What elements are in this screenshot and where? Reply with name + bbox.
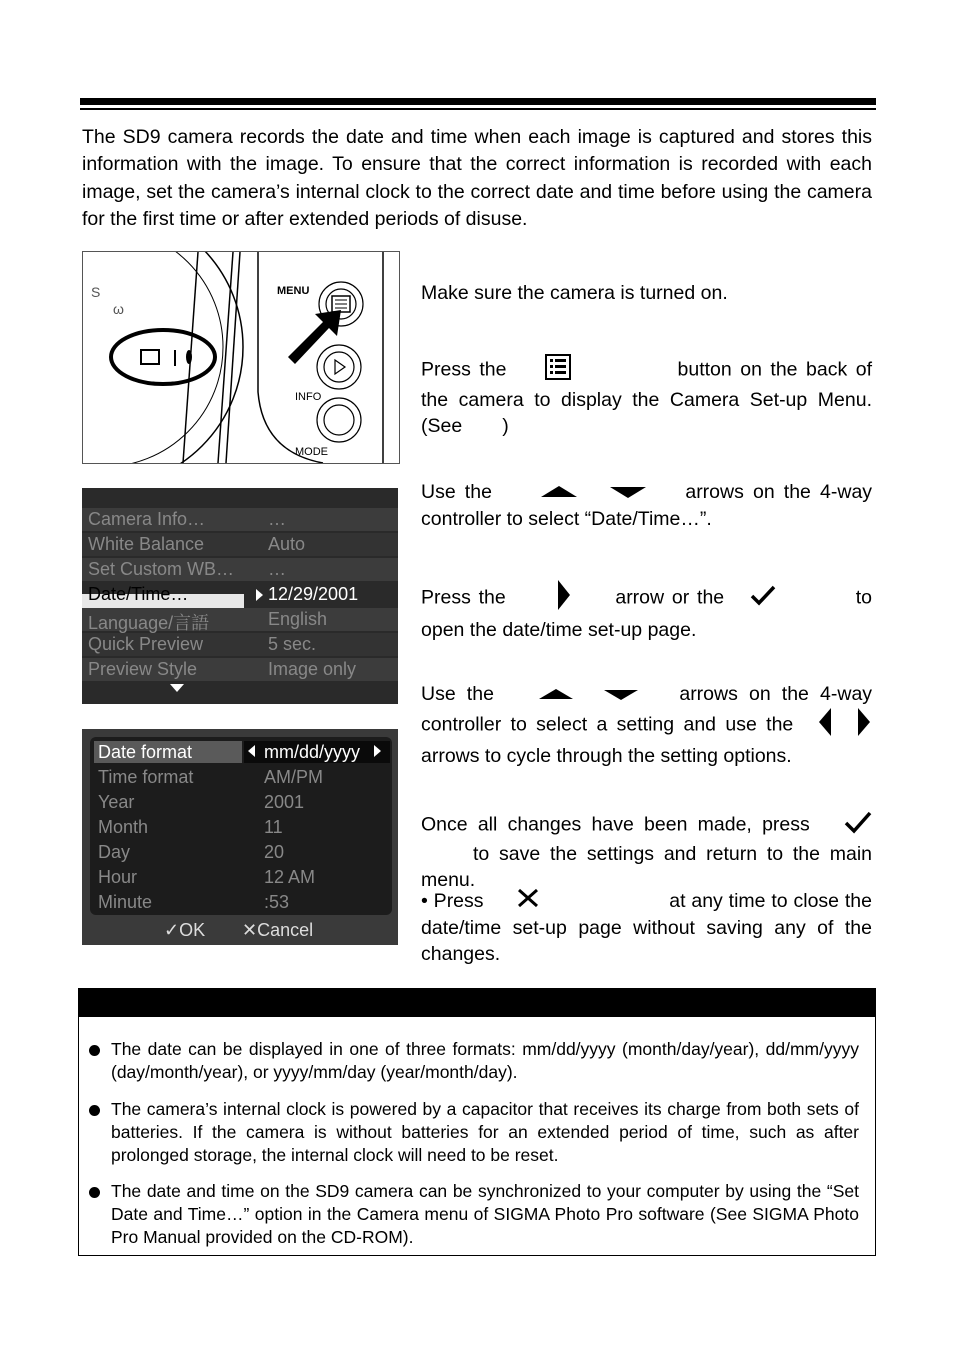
step-4: Press the arrow or the to open the date/time set-up page. [421, 580, 872, 643]
menu-row-label: Camera Info… [88, 509, 206, 529]
menu-row[interactable] [82, 533, 398, 556]
datetime-row[interactable] [82, 841, 398, 864]
menu-row[interactable] [82, 508, 398, 531]
scroll-down-icon [170, 684, 184, 692]
menu-row-value: 5 sec. [268, 634, 317, 654]
note-item: The date can be displayed in one of three formats: mm/dd/yyyy (month/day/year), dd/mm/yyyy (day/month/year), or yyyy/mm/day (year/month/day). [111, 1038, 859, 1084]
datetime-row-value: 12 AM [264, 867, 316, 887]
option-left-icon [248, 745, 255, 757]
menu-row[interactable] [82, 558, 398, 581]
datetime-row-value: AM/PM [264, 767, 324, 787]
menu-row-label: Set Custom WB… [88, 559, 235, 579]
option-right-icon [374, 745, 381, 757]
step-5: Use the arrows on the 4-way controller to select a setting and use the arrows to cycle through the setting options. [421, 683, 873, 767]
datetime-row-value: :53 [264, 892, 290, 912]
menu-row-value: Image only [268, 659, 357, 679]
svg-text:S: S [91, 284, 101, 300]
menu-row-value: … [268, 509, 286, 529]
step-2: Press the button on the back of the camera to display the Camera Set-up Menu. (See ) [421, 354, 872, 439]
datetime-row[interactable] [82, 866, 398, 889]
datetime-row-value: 11 [264, 817, 283, 837]
down-arrow-icon [610, 480, 646, 506]
datetime-row-label: Date format [98, 742, 193, 762]
menu-row[interactable] [82, 633, 398, 656]
datetime-row[interactable] [82, 791, 398, 814]
ok-check-icon: ✓ [164, 920, 180, 940]
header-rule-thin [80, 108, 876, 110]
menu-row-value: 12/29/2001 [268, 584, 359, 604]
datetime-row-label: Month [98, 817, 149, 837]
step-1: Make sure the camera is turned on. [421, 282, 728, 304]
mode-label: MODE [295, 446, 328, 458]
menu-row-label: White Balance [88, 534, 205, 554]
up-arrow-icon [541, 480, 577, 506]
menu-row[interactable] [82, 658, 398, 681]
menu-row-value: English [268, 609, 328, 629]
step-7: • Press at any time to close the date/time set-up page without saving any of the changes. [421, 890, 872, 966]
ok-hint: ✓OK [164, 920, 206, 940]
intro-paragraph: The SD9 camera records the date and time when each image is captured and stores this information with the image. To ensure that the correct information is recorded with each image, set the camera’s internal clock to the correct date and time before using the camera for the first time or after extended periods of disuse. [82, 126, 872, 230]
datetime-row-value: 20 [264, 842, 285, 862]
menu-row-label: Date/Time… [88, 584, 189, 604]
datetime-row-label: Hour [98, 867, 138, 887]
cancel-x-icon: ✕ [242, 920, 258, 940]
datetime-row-label: Minute [98, 892, 153, 912]
bullet-icon [89, 1187, 100, 1198]
step-3: Use the arrows on the 4-way controller to select “Date/Time…”. [421, 481, 873, 530]
datetime-row-value: mm/dd/yyyy [264, 742, 361, 762]
right-arrow-icon [556, 580, 572, 617]
menu-row-value: … [268, 559, 286, 579]
menu-row-label: Preview Style [88, 659, 198, 679]
right-arrow-icon [856, 708, 872, 743]
menu-icon [545, 354, 573, 387]
camera-drawing [83, 252, 399, 463]
cancel-hint: ✕Cancel [242, 920, 314, 940]
step-6: Once all changes have been made, press to save the settings and return to the main menu. [421, 810, 872, 893]
check-icon [844, 810, 872, 841]
info-label: INFO [295, 391, 322, 403]
check-icon [750, 584, 776, 613]
menu-row-value: Auto [268, 534, 306, 554]
camera-setup-menu-screen [82, 488, 398, 704]
datetime-row-label: Time format [98, 767, 194, 787]
datetime-row-value: 2001 [264, 792, 305, 812]
left-arrow-icon [817, 708, 833, 743]
menu-row-label: Language/言語 [88, 613, 210, 633]
datetime-row-label: Year [98, 792, 135, 812]
datetime-row[interactable] [82, 741, 398, 764]
datetime-row[interactable] [82, 816, 398, 839]
selected-arrow-icon [256, 589, 263, 601]
note-item: The camera’s internal clock is powered by a capacitor that receives its charge from both sets of batteries. If the camera is without batteries for an extended period of time, such as after prolonged storage, the internal clock will need to be reset. [111, 1098, 859, 1167]
datetime-row-label: Day [98, 842, 131, 862]
datetime-row[interactable] [82, 891, 398, 914]
bullet-icon [89, 1105, 100, 1116]
bullet-icon [89, 1045, 100, 1056]
menu-label: MENU [277, 285, 310, 297]
svg-text:ω: ω [113, 301, 124, 317]
menu-row-label: Quick Preview [88, 634, 204, 654]
note-item: The date and time on the SD9 camera can be synchronized to your computer by using the “Set Date and Time…” option in the Camera menu of SIGMA Photo Pro software (See SIGMA Photo Pro Manual provided on the CD-ROM). [111, 1180, 859, 1249]
header-rule-thick [80, 98, 876, 105]
cancel-x-icon [517, 888, 539, 915]
menu-row[interactable] [82, 583, 398, 606]
down-arrow-icon [604, 682, 638, 708]
datetime-row[interactable] [82, 766, 398, 789]
notes-box [78, 1017, 876, 1256]
menu-row[interactable] [82, 608, 398, 631]
camera-back-illustration [82, 251, 400, 464]
notes-header-bar [78, 988, 876, 1017]
up-arrow-icon [539, 682, 573, 708]
datetime-setup-screen [82, 729, 398, 945]
